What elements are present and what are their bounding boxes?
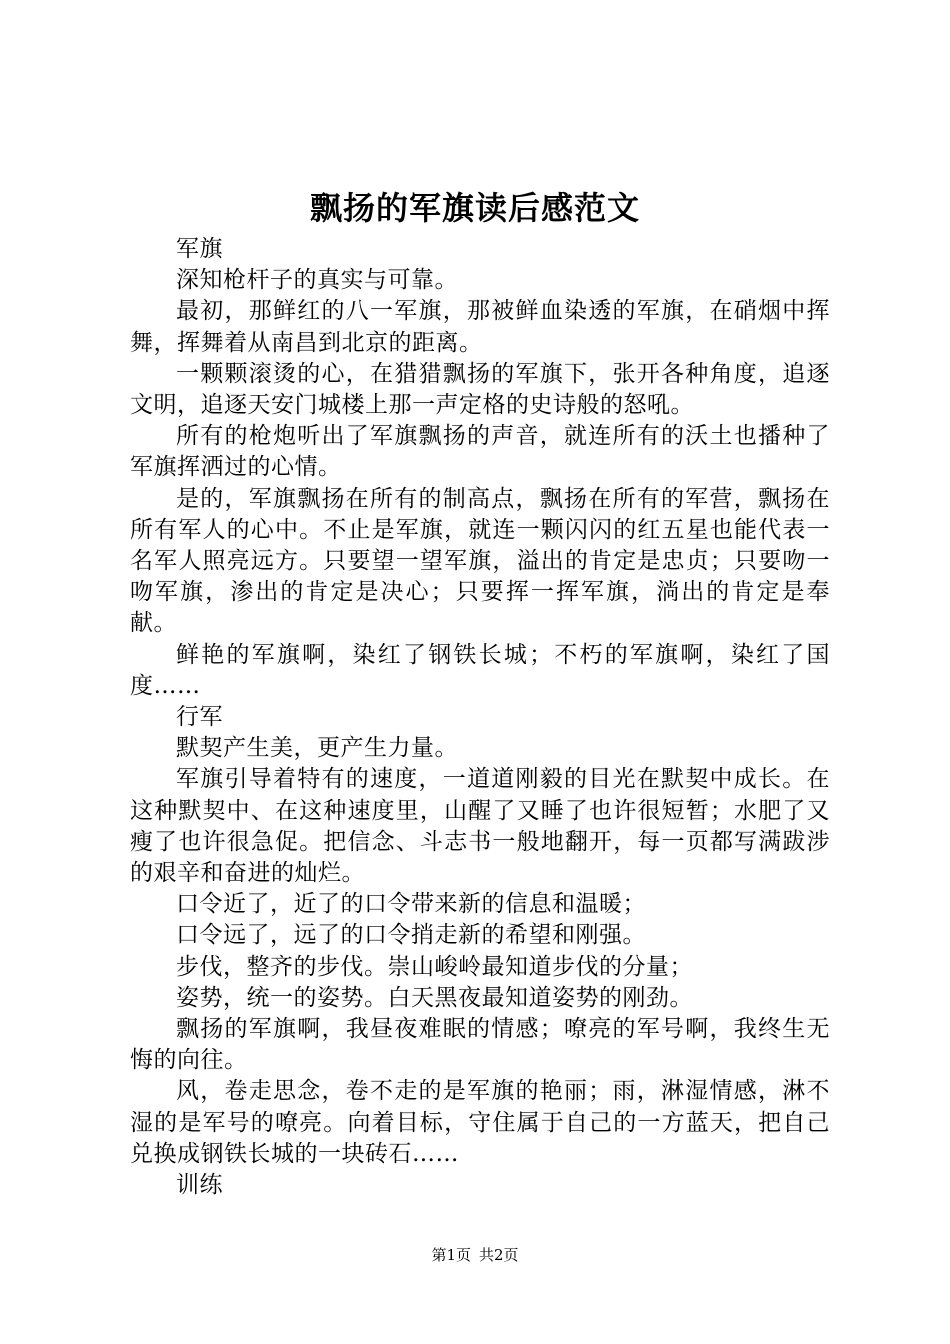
paragraph: 训练 [176,1172,223,1199]
page-footer [0,1244,950,1266]
paragraph: 姿势，统一的姿势。白天黑夜最知道姿势的刚劲。 [176,984,693,1011]
paragraph: 是的，军旗飘扬在所有的制高点，飘扬在所有的军营，飘扬在所有军人的心中。不止是军旗，就连一颗闪闪的红五星也能代表一名军人照亮远方。只要望一望军旗，溢出的肯定是忠贞；只要吻一吻军旗，渗出的肯定是决心；只要挥一挥军旗，淌出的肯定是奉献。 [130,485,830,637]
paragraph: 口令远了，远了的口令捎走新的希望和刚强。 [176,922,646,949]
paragraph: 军旗 [176,236,223,262]
page-total: 共2页 [479,1246,519,1264]
paragraph: 所有的枪炮听出了军旗飘扬的声音，就连所有的沃土也播种了军旗挥洒过的心情。 [130,423,830,481]
paragraph: 最初，那鲜红的八一军旗，那被鲜血染透的军旗，在硝烟中挥舞，挥舞着从南昌到北京的距离。 [130,298,830,356]
paragraph: 深知枪杆子的真实与可靠。 [176,267,458,294]
page-number: 第1页 [431,1246,471,1264]
paragraph: 默契产生美，更产生力量。 [176,735,458,762]
paragraph: 步伐，整齐的步伐。崇山峻岭最知道步伐的分量； [176,953,693,980]
paragraph: 一颗颗滚烫的心，在猎猎飘扬的军旗下，张开各种角度，追逐文明，追逐天安门城楼上那一声定格的史诗般的怒吼。 [130,360,830,419]
paragraph: 风，卷走思念，卷不走的是军旗的艳丽；雨，淋湿情感，淋不湿的是军号的嘹亮。向着目标，守住属于自己的一方蓝天，把自己兑换成钢铁长城的一块砖石…… [130,1078,830,1167]
paragraph: 行军 [176,704,223,731]
paragraph: 鲜艳的军旗啊，染红了钢铁长城；不朽的军旗啊，染红了国度…… [130,641,830,699]
page-title: 飘扬的军旗读后感范文 [309,189,640,227]
paragraph: 军旗引导着特有的速度，一道道刚毅的目光在默契中成长。在这种默契中、在这种速度里，山醒了又睡了也许很短暂；水肥了又瘦了也许很急促。把信念、斗志书一般地翻开，每一页都写满跋涉的艰辛和奋进的灿烂。 [130,766,830,887]
document-body [130,234,830,1201]
paragraph: 飘扬的军旗啊，我昼夜难眠的情感；嘹亮的军号啊，我终生无悔的向往。 [130,1016,830,1074]
paragraph: 口令近了，近了的口令带来新的信息和温暖； [176,891,646,918]
